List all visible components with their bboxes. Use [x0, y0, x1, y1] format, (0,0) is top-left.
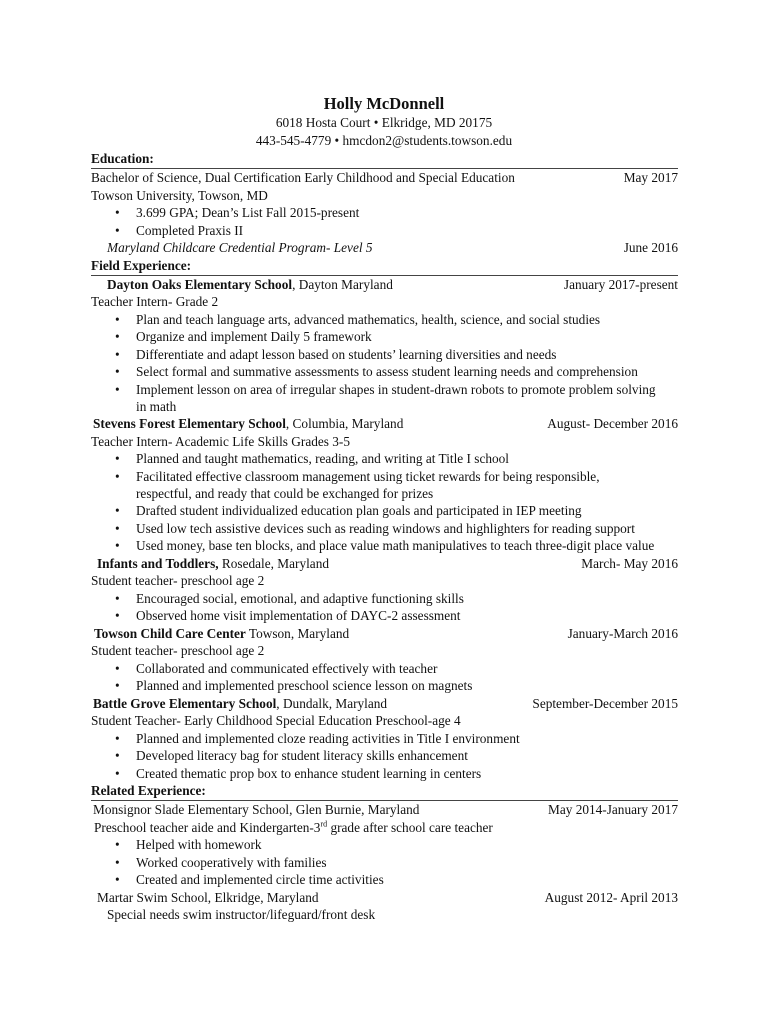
job-bullets [91, 730, 678, 783]
job-row [91, 625, 678, 643]
bullet-icon: • [115, 765, 120, 781]
list-item: • Facilitated effective classroom management using ticket rewards for being responsible, [115, 468, 600, 484]
bullet-icon: • [115, 678, 120, 693]
job-row [91, 276, 678, 294]
job-date: March- May 2016 [581, 555, 678, 571]
list-item: • Planned and taught mathematics, reading, and writing at Title I school [115, 451, 509, 466]
job-date: August 2012- April 2013 [544, 889, 678, 905]
job-school: Towson Child Care Center [94, 625, 246, 641]
job-role: Teacher Intern- Grade 2 [91, 294, 219, 309]
list-item: • Developed literacy bag for student literacy skills enhancement [115, 748, 468, 763]
job-row [91, 695, 678, 713]
bullet-icon: • [115, 590, 120, 606]
job-location: Rosedale, Maryland [218, 555, 329, 571]
bullet-icon: • [115, 872, 120, 887]
bullet-icon: • [115, 364, 120, 379]
list-item: • Drafted student individualized education plan goals and participated in IEP meeting [115, 503, 582, 518]
bullet-icon: • [115, 222, 120, 238]
job-bullets [91, 450, 678, 555]
job-row [91, 889, 678, 907]
bullet-icon: • [115, 538, 120, 553]
degree-title: Bachelor of Science, Dual Certification Early Childhood and Special Education [91, 170, 515, 185]
bullet-icon: • [115, 451, 120, 466]
job-place: Martar Swim School, Elkridge, Maryland [97, 889, 319, 905]
credential-title: Maryland Childcare Credential Program- Level 5 [107, 240, 373, 255]
job-bullets [91, 836, 678, 889]
job-school: Infants and Toddlers, [97, 555, 219, 571]
job-role: Teacher Intern- Academic Life Skills Grades 3-5 [91, 433, 350, 449]
list-item-continuation: in math [136, 399, 177, 414]
bullet-icon: • [115, 311, 120, 327]
job-row [91, 415, 678, 433]
bullet-icon: • [115, 346, 120, 362]
bullet-icon: • [115, 205, 120, 220]
degree-row [91, 169, 678, 187]
bullet-icon: • [115, 503, 120, 518]
job-school: Dayton Oaks Elementary School [107, 276, 293, 292]
job-role: Student teacher- preschool age 2 [91, 643, 265, 658]
degree-date: May 2017 [623, 170, 678, 185]
list-item: • Encouraged social, emotional, and adaptive functioning skills [115, 590, 464, 606]
job-date: January 2017-present [563, 276, 678, 292]
bullet-icon: • [115, 608, 120, 623]
job-school: Stevens Forest Elementary School [93, 416, 286, 431]
list-item: • Created thematic prop box to enhance student learning in centers [115, 765, 482, 781]
credential-date: June 2016 [623, 240, 678, 255]
resume-body [91, 150, 678, 924]
list-item: • Planned and implemented cloze reading activities in Title I environment [115, 730, 520, 746]
bullet-icon: • [115, 854, 120, 870]
contact-line: 443-545-4779 • hmcdon2@students.towson.edu [255, 133, 513, 148]
job-location: Towson, Maryland [245, 625, 350, 641]
list-item: • Implement lesson on area of irregular shapes in student-drawn robots to promote problem solving [115, 381, 656, 397]
job-bullets [91, 590, 678, 625]
job-role: Preschool teacher aide and Kindergarten-3rd grade after school care teacher [94, 819, 493, 835]
job-bullets [91, 311, 678, 416]
resume-name: Holly McDonnell [323, 94, 445, 113]
address-line: 6018 Hosta Court • Elkridge, MD 20175 [275, 115, 493, 130]
bullet-icon: • [115, 660, 120, 676]
job-role: Student teacher- preschool age 2 [91, 573, 265, 588]
education-heading: Education: [91, 151, 154, 166]
education-bullets [91, 204, 678, 239]
school-name: Towson University, Towson, MD [91, 187, 268, 203]
job-role: Student Teacher- Early Childhood Special Education Preschool-age 4 [91, 713, 461, 728]
job-date: August- December 2016 [547, 416, 678, 431]
bullet-icon: • [115, 520, 120, 536]
list-item-continuation: respectful, and ready that could be exchanged for prizes [136, 486, 434, 501]
job-location: , Columbia, Maryland [285, 416, 404, 431]
list-item: • Worked cooperatively with families [115, 854, 327, 870]
list-item: • Collaborated and communicated effectively with teacher [115, 660, 438, 676]
job-location: , Dayton Maryland [292, 276, 393, 292]
job-bullets [91, 660, 678, 695]
related-experience-heading: Related Experience: [91, 783, 206, 798]
list-item: • Completed Praxis II [115, 222, 244, 238]
bullet-icon: • [115, 329, 120, 344]
bullet-icon: • [115, 837, 120, 852]
bullet-icon: • [115, 381, 120, 397]
list-item: • Organize and implement Daily 5 framework [115, 329, 372, 344]
job-date: May 2014-January 2017 [548, 802, 678, 817]
bullet-icon: • [115, 730, 120, 746]
bullet-icon: • [115, 468, 120, 484]
list-item: • Used low tech assistive devices such as reading windows and highlighters for reading support [115, 520, 635, 536]
job-date: January-March 2016 [567, 625, 678, 641]
list-item: • 3.699 GPA; Dean’s List Fall 2015-present [115, 205, 360, 220]
job-row [91, 555, 678, 573]
job-location: , Dundalk, Maryland [276, 695, 388, 711]
list-item: • Used money, base ten blocks, and place value math manipulatives to teach three-digit place value [115, 538, 655, 553]
list-item: • Plan and teach language arts, advanced mathematics, health, science, and social studies [115, 311, 601, 327]
list-item: • Planned and implemented preschool science lesson on magnets [115, 678, 473, 693]
job-place: Monsignor Slade Elementary School, Glen Burnie, Maryland [93, 802, 420, 817]
list-item: • Differentiate and adapt lesson based on students’ learning diversities and needs [115, 346, 557, 362]
job-school: Battle Grove Elementary School [93, 695, 277, 711]
bullet-icon: • [115, 748, 120, 763]
credential-row [91, 239, 678, 257]
list-item: • Helped with homework [115, 837, 262, 852]
job-role: Special needs swim instructor/lifeguard/front desk [107, 907, 376, 922]
list-item: • Created and implemented circle time activities [115, 872, 384, 887]
job-date: September-December 2015 [532, 695, 678, 711]
field-experience-heading: Field Experience: [91, 257, 192, 273]
list-item: • Observed home visit implementation of DAYC-2 assessment [115, 608, 461, 623]
job-row [91, 801, 678, 819]
list-item: • Select formal and summative assessments to assess student learning needs and comprehension [115, 364, 638, 379]
